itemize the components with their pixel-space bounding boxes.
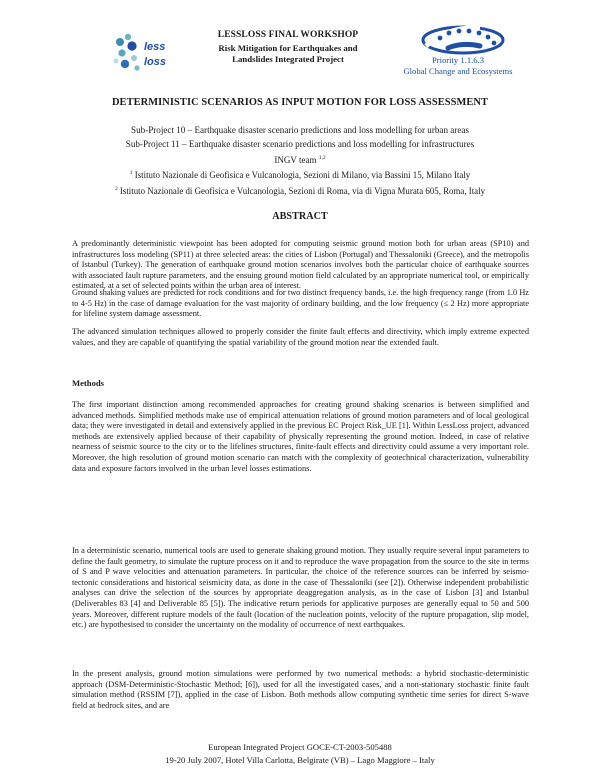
eu-stars-logo: [418, 22, 508, 56]
affiliation-1-text: Istituto Nazionale di Geofisica e Vulcanologia, Sezioni di Milano, via Bassini 15, Milano Italy: [134, 170, 471, 180]
footer-project: European Integrated Project GOCE-CT-2003-505488: [208, 742, 392, 752]
abstract-heading: ABSTRACT: [272, 211, 328, 222]
priority-name: Global Change and Ecosystems: [403, 66, 513, 76]
abstract-paragraph-1: A predominantly deterministic viewpoint has been adopted for computing seismic ground motion both for urban areas (SP10) and infrastructures loss modeling (SP11) at three selected areas: the cities of Lisbon (Portugal) and Thessaloniki (Greece), and the metropolis of Istanbul (Turkey). The generation of earthquake ground motion scenarios involves both the particular choice of earthquake sources with associated fault rupture parameters, and the ensuing ground motion field calculated by an appropriate numerical tool, or empirically estimated, at a set of selected points within the urban area of interest.: [72, 239, 529, 291]
team-superscript: 1,2: [318, 155, 326, 161]
svg-text:less: less: [144, 41, 166, 53]
methods-paragraph-3: In the present analysis, ground motion simulations were performed by two numerical methods: a hybrid stochastic-deterministic approach (DSM-Deterministic-Stochastic Method; [6]), used for all the investigated cases, and a non-stationary stochastic finite fault simulation method (RSSIM [7]), applied in the case of Lisbon. Both methods allow computing synthetic time series for direct S-wave field at bedrock sites, and are: [72, 669, 529, 710]
affiliation-2-text: Istituto Nazionale di Geofisica e Vulcanologia, Sezioni di Roma, via di Vigna Murata 605, Roma, Italy: [119, 186, 486, 196]
workshop-subtitle-line2: Landslides Integrated Project: [232, 54, 344, 64]
footer-venue: 19-20 July 2007, Hotel Villa Carlotta, Belgirate (VB) – Lago Maggiore – Italy: [165, 755, 435, 765]
workshop-header: [198, 30, 378, 65]
priority-number: Priority 1.1.6.3: [431, 55, 485, 65]
abstract-paragraph-3: The advanced simulation techniques allowed to properly consider the finite fault effects and directivity, which imply extreme expected values, and they are capable of quantifying the spatial variability of the ground motion near the extended fault.: [72, 327, 529, 347]
affiliation-1: [40, 170, 560, 180]
svg-text:loss: loss: [144, 56, 167, 68]
affiliation-2-number: 2: [114, 186, 118, 193]
workshop-title: LESSLOSS FINAL WORKSHOP: [217, 30, 359, 40]
workshop-subtitle-line1: Risk Mitigation for Earthquakes and: [218, 43, 358, 53]
author-team: [40, 155, 560, 165]
methods-heading: Methods: [72, 378, 104, 388]
affiliation-1-number: 1: [129, 170, 133, 177]
paper-title: DETERMINISTIC SCENARIOS AS INPUT MOTION FOR LOSS ASSESSMENT: [111, 97, 489, 108]
subproject-11: Sub-Project 11 – Earthquake disaster scenario predictions and loss modelling for infrastructures: [125, 139, 475, 149]
priority-block: [370, 55, 546, 77]
methods-paragraph-2: In a deterministic scenario, numerical tools are used to generate shaking ground motion. They usually require several input parameters to define the fault geometry, to simulate the rupture process on it and to reproduce the wave propagation from the source to the site in terms of S and P wave velocities and attenuation parameters. In particular, the choice of the reference sources can be inferred by seismo-tectonic considerations and historical seismicity data, as done in the case of Thessaloniki (see [2]). Otherwise independent probabilistic analyses can drive the selection of the sources by appropriate deaggregation analysis, as in the case of Lisbon [3] and Istanbul (Deliverables 83 [4] and Deliverable 85 [5]). The indicative return periods for applicative purposes are generally equal to 50 and 500 years. Moreover, different rupture models of the fault (location of the nucleation points, velocity of the rupture propagation, slip model, etc.) are hypothesised to consider the uncertainty on the modality of occurrence of next earthquakes.: [72, 546, 529, 630]
abstract-paragraph-2: Ground shaking values are predicted for rock conditions and for two distinct frequency bands, i.e. the high frequency range (from 1.0 Hz to 4-5 Hz) in the case of damage evaluation for the vast majority of ordinary building, and the low frequency (≤ 2 Hz) more appropriate for lifeline system damage assessment.: [72, 288, 529, 319]
affiliation-2: [40, 186, 560, 196]
methods-paragraph-1: The first important distinction among recommended approaches for creating ground shaking scenarios is between simplified and advanced methods. Simplified methods make use of empirical attenuation relations of ground motion parameters and of local geological data; they were investigated in detail and extensively applied in the previous EC Project Risk_UE [1]. Within LessLoss project, advanced methods are extensively applied because of their capability of physically representing the ground motion. Indeed, in case of relative nearness of seismic source to the city or to the lifelines structures, finite-fault effects and directivity could assume a very important role. Moreover, the high resolution of ground motion scenario can match with the complexity of geotechnical characterization, vulnerability data and exposure factors involved in the urban level losses estimations.: [72, 400, 529, 473]
lessloss-logo: [110, 30, 188, 76]
subproject-10: Sub-Project 10 – Earthquake disaster scenario predictions and loss modelling for urban areas: [131, 125, 469, 135]
team-name: INGV team: [274, 155, 317, 165]
